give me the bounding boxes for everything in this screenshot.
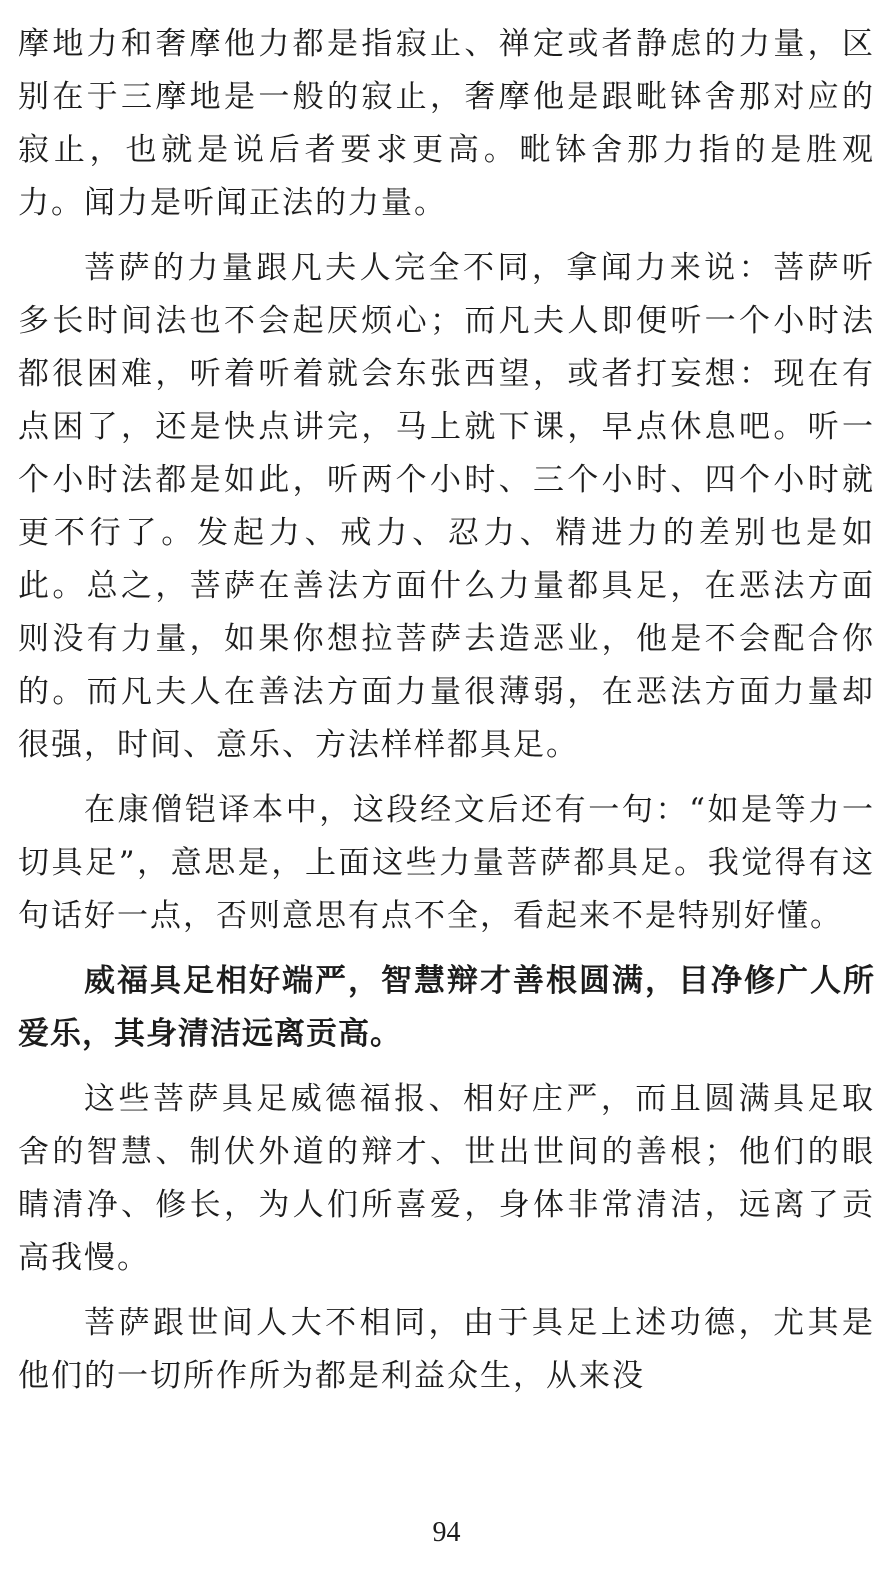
page-number: 94 [432,1517,461,1548]
paragraph-kang-sengkai-translation: 在康僧铠译本中，这段经文后还有一句：“如是等力一切具足”，意思是，上面这些力量菩萨都具足。我觉得有这句话好一点，否则意思有点不全，看起来不是特别好懂。 [18,792,875,934]
paragraph-continued: 摩地力和奢摩他力都是指寂止、禅定或者静虑的力量，区别在于三摩地是一般的寂止，奢摩他是跟毗钵舍那对应的寂止，也就是说后者要求更高。毗钵舍那力指的是胜观力。闻力是听闻正法的力量。 [18,26,875,221]
paragraph-verse-explanation: 这些菩萨具足威德福报、相好庄严，而且圆满具足取舍的智慧、制伏外道的辩才、世出世间的善根；他们的眼睛清净、修长，为人们所喜爱，身体非常清洁，远离了贡高我慢。 [18,1081,875,1276]
paragraph-bodhisattva-power: 菩萨的力量跟凡夫人完全不同，拿闻力来说：菩萨听多长时间法也不会起厌烦心；而凡夫人即便听一个小时法都很困难，听着听着就会东张西望，或者打妄想：现在有点困了，还是快点讲完，马上就下课，早点休息吧。听一个小时法都是如此，听两个小时、三个小时、四个小时就更不行了。发起力、戒力、忍力、精进力的差别也是如此。总之，菩萨在善法方面什么力量都具足，在恶法方面则没有力量，如果你想拉菩萨去造恶业，他是不会配合你的。而凡夫人在善法方面力量很薄弱，在恶法方面力量却很强，时间、意乐、方法样样都具足。 [18,250,875,763]
book-page [18,18,875,1590]
paragraph-bodhisattva-difference: 菩萨跟世间人大不相同，由于具足上述功德，尤其是他们的一切所作所为都是利益众生，从来没 [18,1305,875,1394]
sutra-verse: 威福具足相好端严，智慧辩才善根圆满，目净修广人所爱乐，其身清洁远离贡高。 [18,963,875,1052]
